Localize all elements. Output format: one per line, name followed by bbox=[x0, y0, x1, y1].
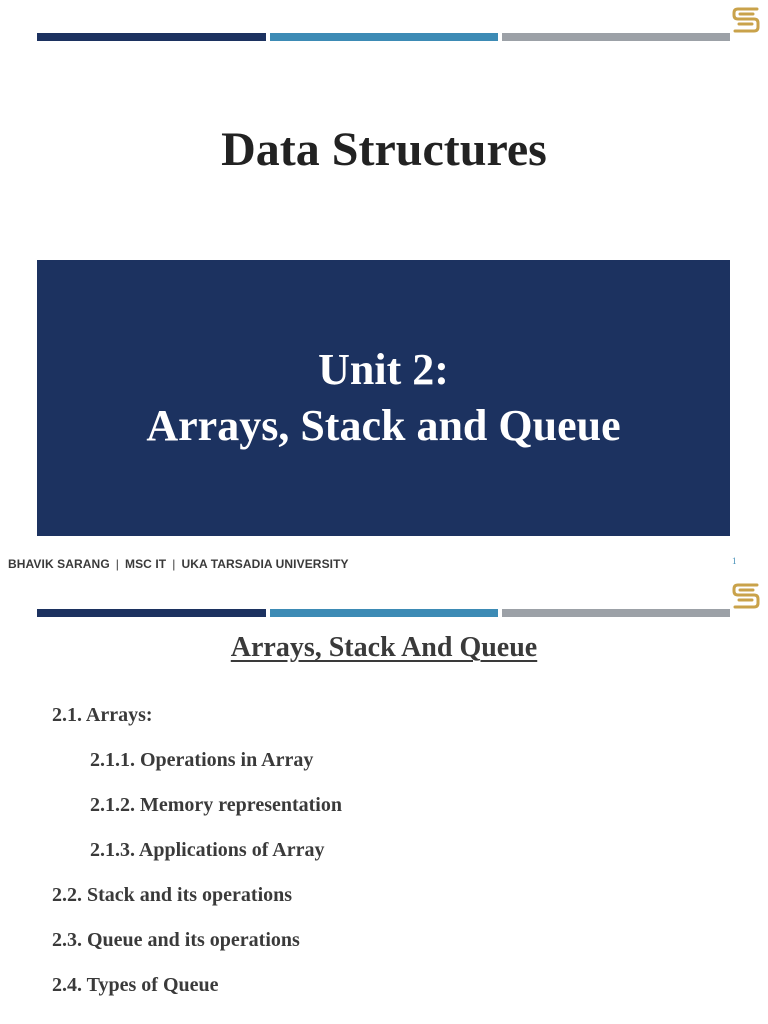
contents-item: 2.1.1. Operations in Array bbox=[90, 749, 314, 771]
footer-program: MSC IT bbox=[124, 557, 167, 571]
footer-university: UKA TARSADIA UNIVERSITY bbox=[181, 557, 349, 571]
header-bar-navy bbox=[37, 33, 266, 41]
contents-item: 2.1. Arrays: bbox=[52, 704, 153, 726]
unit-number: Unit 2: bbox=[318, 345, 449, 394]
unit-banner bbox=[37, 260, 730, 536]
contents-item: 2.2. Stack and its operations bbox=[52, 884, 293, 906]
contents-item: 2.1.3. Applications of Array bbox=[90, 839, 325, 861]
header-bar-gray bbox=[502, 33, 730, 41]
footer-separator: | bbox=[172, 557, 176, 571]
footer-author: BHAVIK SARANG bbox=[8, 557, 110, 571]
page-number: 1 bbox=[732, 556, 737, 566]
contents-list bbox=[0, 576, 768, 1024]
presentation-title: Data Structures bbox=[221, 123, 547, 176]
header-bar-blue bbox=[270, 33, 498, 41]
slide-contents bbox=[0, 576, 768, 1024]
unit-topic: Arrays, Stack and Queue bbox=[146, 401, 621, 450]
ss-logo-icon bbox=[731, 5, 761, 35]
contents-heading: Arrays, Stack And Queue bbox=[230, 632, 538, 663]
contents-item: 2.4. Types of Queue bbox=[52, 974, 219, 996]
slide-footer bbox=[8, 557, 349, 571]
footer-separator: | bbox=[115, 557, 119, 571]
contents-item: 2.3. Queue and its operations bbox=[52, 929, 300, 951]
contents-item: 2.1.2. Memory representation bbox=[90, 794, 342, 816]
